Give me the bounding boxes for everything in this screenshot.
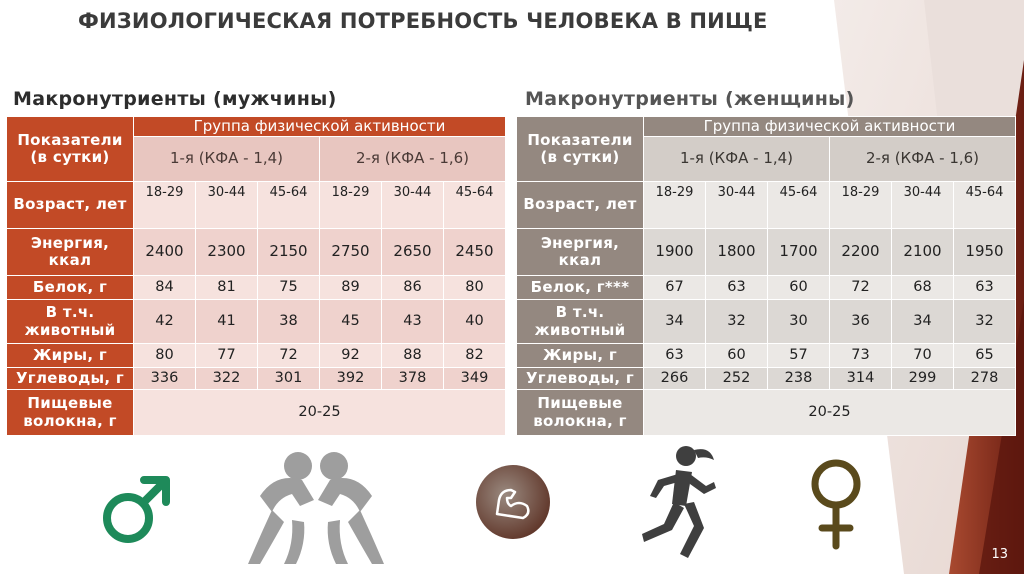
table-cell: 1800 (706, 229, 768, 276)
table-cell: 73 (830, 344, 892, 368)
table-cell: 349 (444, 368, 506, 390)
table-cell: 18-29 (830, 182, 892, 229)
table-cell: 63 (706, 276, 768, 300)
table-cell: 2400 (134, 229, 196, 276)
table-cell: 42 (134, 300, 196, 344)
table-cell: 75 (258, 276, 320, 300)
table-cell: 38 (258, 300, 320, 344)
male-symbol-icon (96, 470, 176, 550)
table-cell: 266 (644, 368, 706, 390)
table-cell: 2200 (830, 229, 892, 276)
table-cell: 41 (196, 300, 258, 344)
table-cell: 32 (954, 300, 1016, 344)
row-label: В т.ч. животный (517, 300, 644, 344)
table-cell: 45-64 (768, 182, 830, 229)
table-cell: 34 (644, 300, 706, 344)
indicator-header: Показатели (в сутки) (7, 117, 134, 182)
kfa-group-1: 1-я (КФА - 1,4) (644, 137, 830, 182)
table-cell: 2150 (258, 229, 320, 276)
table-cell: 18-29 (134, 182, 196, 229)
table-cell: 30-44 (382, 182, 444, 229)
table-cell: 84 (134, 276, 196, 300)
table-cell: 2100 (892, 229, 954, 276)
men-table-subtitle: Макронутриенты (мужчины) (13, 88, 337, 110)
runner-icon (614, 442, 734, 570)
row-label: В т.ч. животный (7, 300, 134, 344)
table-cell: 92 (320, 344, 382, 368)
table-cell: 63 (644, 344, 706, 368)
table-cell: 18-29 (644, 182, 706, 229)
table-cell: 34 (892, 300, 954, 344)
table-cell: 68 (892, 276, 954, 300)
row-label: Белок, г (7, 276, 134, 300)
table-cell: 301 (258, 368, 320, 390)
table-cell: 36 (830, 300, 892, 344)
female-symbol-icon (796, 452, 876, 552)
table-cell: 392 (320, 368, 382, 390)
table-cell: 32 (706, 300, 768, 344)
table-cell: 1950 (954, 229, 1016, 276)
table-cell: 60 (706, 344, 768, 368)
flexed-arm-icon (473, 462, 553, 542)
table-cell: 299 (892, 368, 954, 390)
table-cell: 2650 (382, 229, 444, 276)
page-title: ФИЗИОЛОГИЧЕСКАЯ ПОТРЕБНОСТЬ ЧЕЛОВЕКА В ПИЩЕ (78, 9, 768, 33)
table-cell: 65 (954, 344, 1016, 368)
table-cell: 77 (196, 344, 258, 368)
wrestlers-icon (236, 448, 396, 566)
kfa-group-2: 2-я (КФА - 1,6) (320, 137, 506, 182)
table-cell: 45-64 (954, 182, 1016, 229)
page-number: 13 (991, 547, 1008, 562)
row-label: Энергия, ккал (7, 229, 134, 276)
indicator-header: Показатели (в сутки) (517, 117, 644, 182)
men-macronutrients-table (6, 116, 506, 436)
table-cell: 86 (382, 276, 444, 300)
row-label: Пищевые волокна, г (7, 390, 134, 436)
table-cell: 40 (444, 300, 506, 344)
activity-group-header: Группа физической активности (644, 117, 1016, 137)
table-cell: 1700 (768, 229, 830, 276)
row-label: Жиры, г (7, 344, 134, 368)
row-label: Белок, г*** (517, 276, 644, 300)
row-label: Пищевые волокна, г (517, 390, 644, 436)
table-cell: 322 (196, 368, 258, 390)
table-cell: 1900 (644, 229, 706, 276)
table-cell: 45-64 (258, 182, 320, 229)
table-cell: 30-44 (706, 182, 768, 229)
table-cell: 336 (134, 368, 196, 390)
table-cell: 314 (830, 368, 892, 390)
row-label: Углеводы, г (7, 368, 134, 390)
table-cell: 63 (954, 276, 1016, 300)
kfa-group-1: 1-я (КФА - 1,4) (134, 137, 320, 182)
table-cell: 2750 (320, 229, 382, 276)
row-label: Жиры, г (517, 344, 644, 368)
table-cell: 30 (768, 300, 830, 344)
table-cell: 89 (320, 276, 382, 300)
table-cell: 252 (706, 368, 768, 390)
table-cell: 60 (768, 276, 830, 300)
table-cell: 2450 (444, 229, 506, 276)
table-cell: 82 (444, 344, 506, 368)
row-label: Возраст, лет (7, 182, 134, 229)
table-cell: 278 (954, 368, 1016, 390)
table-cell: 88 (382, 344, 444, 368)
row-label: Энергия, ккал (517, 229, 644, 276)
table-cell: 72 (258, 344, 320, 368)
table-cell: 81 (196, 276, 258, 300)
table-cell: 238 (768, 368, 830, 390)
row-label: Возраст, лет (517, 182, 644, 229)
table-cell: 20-25 (134, 390, 506, 436)
table-cell: 80 (134, 344, 196, 368)
row-label: Углеводы, г (517, 368, 644, 390)
table-cell: 2300 (196, 229, 258, 276)
table-cell: 18-29 (320, 182, 382, 229)
women-table-subtitle: Макронутриенты (женщины) (525, 88, 855, 110)
table-cell: 30-44 (892, 182, 954, 229)
table-cell: 72 (830, 276, 892, 300)
kfa-group-2: 2-я (КФА - 1,6) (830, 137, 1016, 182)
table-cell: 57 (768, 344, 830, 368)
table-cell: 20-25 (644, 390, 1016, 436)
table-cell: 70 (892, 344, 954, 368)
table-cell: 45-64 (444, 182, 506, 229)
women-macronutrients-table (516, 116, 1016, 436)
table-cell: 45 (320, 300, 382, 344)
table-cell: 80 (444, 276, 506, 300)
table-cell: 378 (382, 368, 444, 390)
table-cell: 67 (644, 276, 706, 300)
table-cell: 43 (382, 300, 444, 344)
table-cell: 30-44 (196, 182, 258, 229)
activity-group-header: Группа физической активности (134, 117, 506, 137)
